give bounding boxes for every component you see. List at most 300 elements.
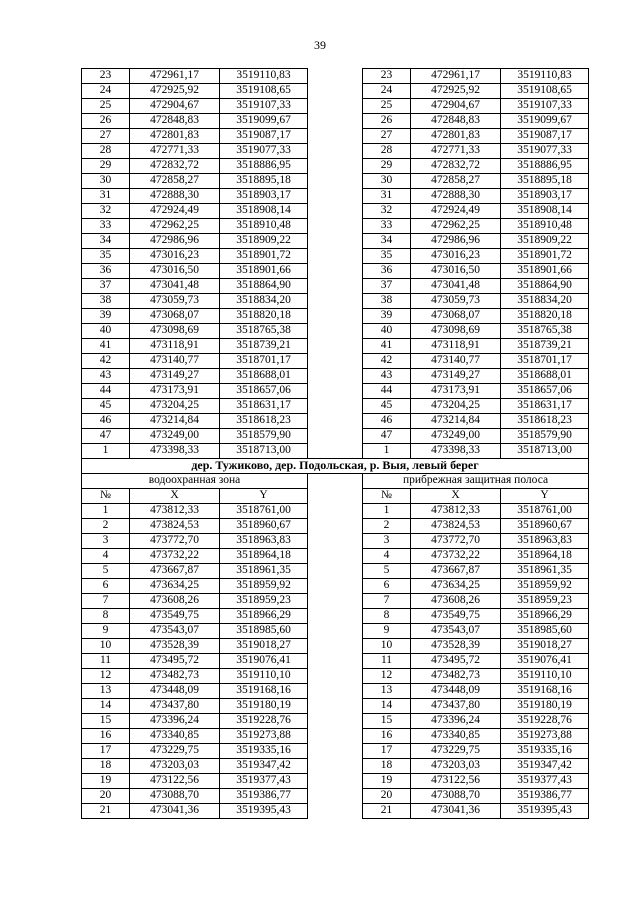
x-coordinate-left: 473549,75: [130, 609, 220, 624]
x-coordinate-right: 473059,73: [411, 294, 501, 309]
y-coordinate-right: 3518901,66: [501, 264, 589, 279]
x-coordinate-left: 473016,23: [130, 249, 220, 264]
y-coordinate-left: 3518688,01: [220, 369, 308, 384]
column-gap: [308, 639, 363, 654]
point-number-left: 6: [82, 579, 130, 594]
table-row: [82, 129, 589, 144]
point-number-left: 11: [82, 654, 130, 669]
x-coordinate-right: 473495,72: [411, 654, 501, 669]
point-number-right: 8: [363, 609, 411, 624]
column-gap: [308, 504, 363, 519]
y-coordinate-right: 3518657,06: [501, 384, 589, 399]
table-row: [82, 249, 589, 264]
point-number-left: 19: [82, 774, 130, 789]
x-coordinate-right: 473229,75: [411, 744, 501, 759]
point-number-left: 15: [82, 714, 130, 729]
y-coordinate-right: 3518820,18: [501, 309, 589, 324]
y-coordinate-left: 3518618,23: [220, 414, 308, 429]
x-coordinate-left: 473340,85: [130, 729, 220, 744]
y-coordinate-right: 3519180,19: [501, 699, 589, 714]
point-number-left: 3: [82, 534, 130, 549]
x-coordinate-right: 472858,27: [411, 174, 501, 189]
table-row: [82, 234, 589, 249]
y-coordinate-right: 3518864,90: [501, 279, 589, 294]
y-coordinate-right: 3518713,00: [501, 444, 589, 459]
y-coordinate-left: 3518961,35: [220, 564, 308, 579]
y-coordinate-right: 3518761,00: [501, 504, 589, 519]
x-coordinate-right: 472771,33: [411, 144, 501, 159]
table-row: [82, 69, 589, 84]
column-gap: [308, 789, 363, 804]
point-number-right: 46: [363, 414, 411, 429]
y-coordinate-left: 3519347,42: [220, 759, 308, 774]
y-coordinate-left: 3518908,14: [220, 204, 308, 219]
x-coordinate-right: 473041,36: [411, 804, 501, 819]
table-row: [82, 339, 589, 354]
header-x-right: X: [411, 489, 501, 504]
x-coordinate-right: 473772,70: [411, 534, 501, 549]
y-coordinate-right: 3519110,83: [501, 69, 589, 84]
y-coordinate-left: 3519018,27: [220, 639, 308, 654]
point-number-right: 32: [363, 204, 411, 219]
x-coordinate-left: 473041,36: [130, 804, 220, 819]
x-coordinate-right: 472962,25: [411, 219, 501, 234]
x-coordinate-left: 473249,00: [130, 429, 220, 444]
y-coordinate-left: 3518713,00: [220, 444, 308, 459]
point-number-right: 30: [363, 174, 411, 189]
top-rows: [82, 69, 589, 459]
y-coordinate-right: 3518960,67: [501, 519, 589, 534]
point-number-right: 19: [363, 774, 411, 789]
column-gap: [308, 294, 363, 309]
point-number-right: 9: [363, 624, 411, 639]
point-number-right: 6: [363, 579, 411, 594]
y-coordinate-right: 3519377,43: [501, 774, 589, 789]
header-number-left: №: [82, 489, 130, 504]
x-coordinate-right: 473608,26: [411, 594, 501, 609]
section-title: дер. Тужиково, дер. Подольская, р. Выя, левый берег: [82, 459, 589, 474]
table-row: [82, 159, 589, 174]
point-number-left: 45: [82, 399, 130, 414]
table-row: [82, 414, 589, 429]
column-gap: [308, 654, 363, 669]
point-number-left: 34: [82, 234, 130, 249]
x-coordinate-right: 473088,70: [411, 789, 501, 804]
column-gap: [308, 699, 363, 714]
column-gap: [308, 579, 363, 594]
x-coordinate-left: 473204,25: [130, 399, 220, 414]
y-coordinate-right: 3519395,43: [501, 804, 589, 819]
x-coordinate-left: 473437,80: [130, 699, 220, 714]
y-coordinate-right: 3518895,18: [501, 174, 589, 189]
y-coordinate-left: 3518820,18: [220, 309, 308, 324]
point-number-left: 16: [82, 729, 130, 744]
point-number-left: 44: [82, 384, 130, 399]
y-coordinate-right: 3519386,77: [501, 789, 589, 804]
right-zone-title: прибрежная защитная полоса: [363, 474, 589, 489]
column-gap: [308, 384, 363, 399]
x-coordinate-left: 473608,26: [130, 594, 220, 609]
y-coordinate-right: 3519335,16: [501, 744, 589, 759]
x-coordinate-left: 473140,77: [130, 354, 220, 369]
column-gap: [308, 114, 363, 129]
table-row: [82, 84, 589, 99]
point-number-left: 10: [82, 639, 130, 654]
x-coordinate-left: 472801,83: [130, 129, 220, 144]
x-coordinate-left: 472848,83: [130, 114, 220, 129]
point-number-right: 24: [363, 84, 411, 99]
y-coordinate-left: 3519076,41: [220, 654, 308, 669]
x-coordinate-left: 473041,48: [130, 279, 220, 294]
point-number-left: 43: [82, 369, 130, 384]
x-coordinate-left: 473088,70: [130, 789, 220, 804]
table-row: [82, 324, 589, 339]
point-number-right: 23: [363, 69, 411, 84]
x-coordinate-left: 473495,72: [130, 654, 220, 669]
section-header: [82, 459, 589, 504]
y-coordinate-left: 3519110,10: [220, 669, 308, 684]
x-coordinate-right: 473667,87: [411, 564, 501, 579]
point-number-left: 20: [82, 789, 130, 804]
x-coordinate-left: 473812,33: [130, 504, 220, 519]
point-number-left: 33: [82, 219, 130, 234]
column-gap: [308, 804, 363, 819]
point-number-right: 2: [363, 519, 411, 534]
y-coordinate-left: 3519228,76: [220, 714, 308, 729]
point-number-left: 14: [82, 699, 130, 714]
y-coordinate-left: 3518886,95: [220, 159, 308, 174]
table-row: [82, 519, 589, 534]
point-number-right: 21: [363, 804, 411, 819]
y-coordinate-left: 3519168,16: [220, 684, 308, 699]
point-number-right: 38: [363, 294, 411, 309]
column-gap: [308, 339, 363, 354]
point-number-left: 7: [82, 594, 130, 609]
x-coordinate-right: 473398,33: [411, 444, 501, 459]
table-row: [82, 189, 589, 204]
x-coordinate-right: 473122,56: [411, 774, 501, 789]
y-coordinate-right: 3518961,35: [501, 564, 589, 579]
x-coordinate-right: 473204,25: [411, 399, 501, 414]
point-number-left: 31: [82, 189, 130, 204]
column-gap: [308, 369, 363, 384]
y-coordinate-left: 3518959,92: [220, 579, 308, 594]
table-row: [82, 204, 589, 219]
table-row: [82, 294, 589, 309]
x-coordinate-left: 472888,30: [130, 189, 220, 204]
y-coordinate-right: 3518834,20: [501, 294, 589, 309]
table-row: [82, 174, 589, 189]
x-coordinate-left: 473448,09: [130, 684, 220, 699]
y-coordinate-right: 3519347,42: [501, 759, 589, 774]
point-number-right: 28: [363, 144, 411, 159]
y-coordinate-left: 3519180,19: [220, 699, 308, 714]
y-coordinate-right: 3518909,22: [501, 234, 589, 249]
point-number-right: 27: [363, 129, 411, 144]
x-coordinate-left: 473118,91: [130, 339, 220, 354]
column-gap: [308, 414, 363, 429]
table-row: [82, 279, 589, 294]
y-coordinate-left: 3518966,29: [220, 609, 308, 624]
table-row: [82, 609, 589, 624]
y-coordinate-right: 3519108,65: [501, 84, 589, 99]
table-row: [82, 114, 589, 129]
column-gap: [308, 594, 363, 609]
table-row: [82, 744, 589, 759]
table-row: [82, 534, 589, 549]
column-gap: [308, 159, 363, 174]
point-number-left: 35: [82, 249, 130, 264]
y-coordinate-left: 3518901,66: [220, 264, 308, 279]
y-coordinate-left: 3518657,06: [220, 384, 308, 399]
point-number-left: 28: [82, 144, 130, 159]
column-gap: [308, 474, 363, 489]
point-number-right: 18: [363, 759, 411, 774]
column-gap: [308, 264, 363, 279]
column-gap: [308, 84, 363, 99]
y-coordinate-left: 3518963,83: [220, 534, 308, 549]
x-coordinate-right: 472986,96: [411, 234, 501, 249]
x-coordinate-left: 473528,39: [130, 639, 220, 654]
y-coordinate-left: 3518959,23: [220, 594, 308, 609]
y-coordinate-right: 3519087,17: [501, 129, 589, 144]
x-coordinate-right: 473824,53: [411, 519, 501, 534]
x-coordinate-left: 472832,72: [130, 159, 220, 174]
table-row: [82, 504, 589, 519]
column-gap: [308, 684, 363, 699]
column-gap: [308, 234, 363, 249]
table-row: [82, 729, 589, 744]
column-gap: [308, 519, 363, 534]
y-coordinate-right: 3518688,01: [501, 369, 589, 384]
x-coordinate-right: 473340,85: [411, 729, 501, 744]
point-number-right: 34: [363, 234, 411, 249]
x-coordinate-right: 472925,92: [411, 84, 501, 99]
header-number-right: №: [363, 489, 411, 504]
x-coordinate-left: 473149,27: [130, 369, 220, 384]
table-row: [82, 564, 589, 579]
y-coordinate-left: 3518631,17: [220, 399, 308, 414]
x-coordinate-right: 473098,69: [411, 324, 501, 339]
y-coordinate-right: 3519107,33: [501, 99, 589, 114]
table-row: [82, 594, 589, 609]
point-number-left: 40: [82, 324, 130, 339]
y-coordinate-right: 3518985,60: [501, 624, 589, 639]
point-number-left: 12: [82, 669, 130, 684]
coordinate-table: [81, 68, 589, 819]
x-coordinate-right: 473249,00: [411, 429, 501, 444]
x-coordinate-left: 472961,17: [130, 69, 220, 84]
y-coordinate-left: 3519099,67: [220, 114, 308, 129]
y-coordinate-left: 3519386,77: [220, 789, 308, 804]
point-number-right: 3: [363, 534, 411, 549]
y-coordinate-right: 3519110,10: [501, 669, 589, 684]
point-number-right: 26: [363, 114, 411, 129]
point-number-right: 1: [363, 504, 411, 519]
point-number-left: 21: [82, 804, 130, 819]
point-number-left: 2: [82, 519, 130, 534]
x-coordinate-right: 473016,50: [411, 264, 501, 279]
column-gap: [308, 444, 363, 459]
y-coordinate-left: 3518895,18: [220, 174, 308, 189]
point-number-left: 26: [82, 114, 130, 129]
x-coordinate-left: 472962,25: [130, 219, 220, 234]
y-coordinate-right: 3519018,27: [501, 639, 589, 654]
x-coordinate-right: 472848,83: [411, 114, 501, 129]
x-coordinate-left: 473214,84: [130, 414, 220, 429]
point-number-left: 24: [82, 84, 130, 99]
y-coordinate-left: 3519087,17: [220, 129, 308, 144]
table-row: [82, 219, 589, 234]
y-coordinate-left: 3518761,00: [220, 504, 308, 519]
x-coordinate-left: 473824,53: [130, 519, 220, 534]
y-coordinate-left: 3519107,33: [220, 99, 308, 114]
column-gap: [308, 99, 363, 114]
column-gap: [308, 309, 363, 324]
y-coordinate-right: 3518963,83: [501, 534, 589, 549]
point-number-right: 15: [363, 714, 411, 729]
y-coordinate-right: 3518618,23: [501, 414, 589, 429]
table-row: [82, 354, 589, 369]
y-coordinate-right: 3518966,29: [501, 609, 589, 624]
x-coordinate-left: 473068,07: [130, 309, 220, 324]
point-number-left: 4: [82, 549, 130, 564]
x-coordinate-left: 473016,50: [130, 264, 220, 279]
point-number-right: 41: [363, 339, 411, 354]
x-coordinate-right: 472801,83: [411, 129, 501, 144]
x-coordinate-right: 473549,75: [411, 609, 501, 624]
y-coordinate-left: 3519108,65: [220, 84, 308, 99]
column-gap: [308, 189, 363, 204]
table-row: [82, 309, 589, 324]
x-coordinate-right: 472961,17: [411, 69, 501, 84]
x-coordinate-right: 472888,30: [411, 189, 501, 204]
point-number-left: 36: [82, 264, 130, 279]
y-coordinate-left: 3519273,88: [220, 729, 308, 744]
column-gap: [308, 744, 363, 759]
y-coordinate-left: 3518579,90: [220, 429, 308, 444]
table-row: [82, 789, 589, 804]
left-zone-title: водоохранная зона: [82, 474, 308, 489]
point-number-right: 7: [363, 594, 411, 609]
y-coordinate-right: 3518886,95: [501, 159, 589, 174]
point-number-right: 12: [363, 669, 411, 684]
x-coordinate-left: 473398,33: [130, 444, 220, 459]
point-number-left: 30: [82, 174, 130, 189]
y-coordinate-right: 3518579,90: [501, 429, 589, 444]
table-row: [82, 444, 589, 459]
x-coordinate-right: 473016,23: [411, 249, 501, 264]
y-coordinate-left: 3518739,21: [220, 339, 308, 354]
x-coordinate-right: 473118,91: [411, 339, 501, 354]
x-coordinate-left: 473203,03: [130, 759, 220, 774]
point-number-left: 42: [82, 354, 130, 369]
point-number-right: 11: [363, 654, 411, 669]
y-coordinate-left: 3519395,43: [220, 804, 308, 819]
y-coordinate-left: 3519077,33: [220, 144, 308, 159]
table-row: [82, 369, 589, 384]
point-number-left: 17: [82, 744, 130, 759]
y-coordinate-left: 3518964,18: [220, 549, 308, 564]
table-row: [82, 699, 589, 714]
column-gap: [308, 204, 363, 219]
table-row: [82, 624, 589, 639]
y-coordinate-right: 3519077,33: [501, 144, 589, 159]
point-number-right: 25: [363, 99, 411, 114]
x-coordinate-right: 472904,67: [411, 99, 501, 114]
x-coordinate-left: 473634,25: [130, 579, 220, 594]
x-coordinate-left: 473543,07: [130, 624, 220, 639]
point-number-right: 4: [363, 549, 411, 564]
y-coordinate-left: 3518909,22: [220, 234, 308, 249]
y-coordinate-right: 3519099,67: [501, 114, 589, 129]
y-coordinate-right: 3518631,17: [501, 399, 589, 414]
point-number-left: 23: [82, 69, 130, 84]
x-coordinate-right: 472832,72: [411, 159, 501, 174]
y-coordinate-right: 3518903,17: [501, 189, 589, 204]
point-number-right: 29: [363, 159, 411, 174]
x-coordinate-right: 473041,48: [411, 279, 501, 294]
table-row: [82, 639, 589, 654]
column-gap: [308, 489, 363, 504]
point-number-left: 41: [82, 339, 130, 354]
point-number-left: 1: [82, 504, 130, 519]
header-x-left: X: [130, 489, 220, 504]
column-gap: [308, 249, 363, 264]
bottom-rows: [82, 504, 589, 819]
table-row: [82, 99, 589, 114]
column-gap: [308, 714, 363, 729]
x-coordinate-right: 473437,80: [411, 699, 501, 714]
point-number-right: 43: [363, 369, 411, 384]
table-row: [82, 549, 589, 564]
x-coordinate-left: 472771,33: [130, 144, 220, 159]
point-number-right: 37: [363, 279, 411, 294]
y-coordinate-right: 3518701,17: [501, 354, 589, 369]
table-row: [82, 144, 589, 159]
column-gap: [308, 144, 363, 159]
y-coordinate-right: 3519228,76: [501, 714, 589, 729]
x-coordinate-right: 473543,07: [411, 624, 501, 639]
y-coordinate-left: 3518985,60: [220, 624, 308, 639]
point-number-right: 1: [363, 444, 411, 459]
point-number-left: 27: [82, 129, 130, 144]
point-number-right: 36: [363, 264, 411, 279]
column-gap: [308, 564, 363, 579]
y-coordinate-left: 3518910,48: [220, 219, 308, 234]
point-number-left: 25: [82, 99, 130, 114]
column-gap: [308, 609, 363, 624]
point-number-left: 9: [82, 624, 130, 639]
x-coordinate-right: 472924,49: [411, 204, 501, 219]
point-number-left: 29: [82, 159, 130, 174]
x-coordinate-right: 473149,27: [411, 369, 501, 384]
point-number-right: 35: [363, 249, 411, 264]
x-coordinate-right: 473173,91: [411, 384, 501, 399]
x-coordinate-left: 473098,69: [130, 324, 220, 339]
x-coordinate-left: 473772,70: [130, 534, 220, 549]
point-number-left: 1: [82, 444, 130, 459]
x-coordinate-right: 473528,39: [411, 639, 501, 654]
y-coordinate-right: 3519168,16: [501, 684, 589, 699]
header-y-left: Y: [220, 489, 308, 504]
point-number-right: 16: [363, 729, 411, 744]
page-number: 39: [314, 38, 326, 52]
point-number-left: 8: [82, 609, 130, 624]
x-coordinate-left: 473229,75: [130, 744, 220, 759]
point-number-right: 17: [363, 744, 411, 759]
x-coordinate-left: 472858,27: [130, 174, 220, 189]
